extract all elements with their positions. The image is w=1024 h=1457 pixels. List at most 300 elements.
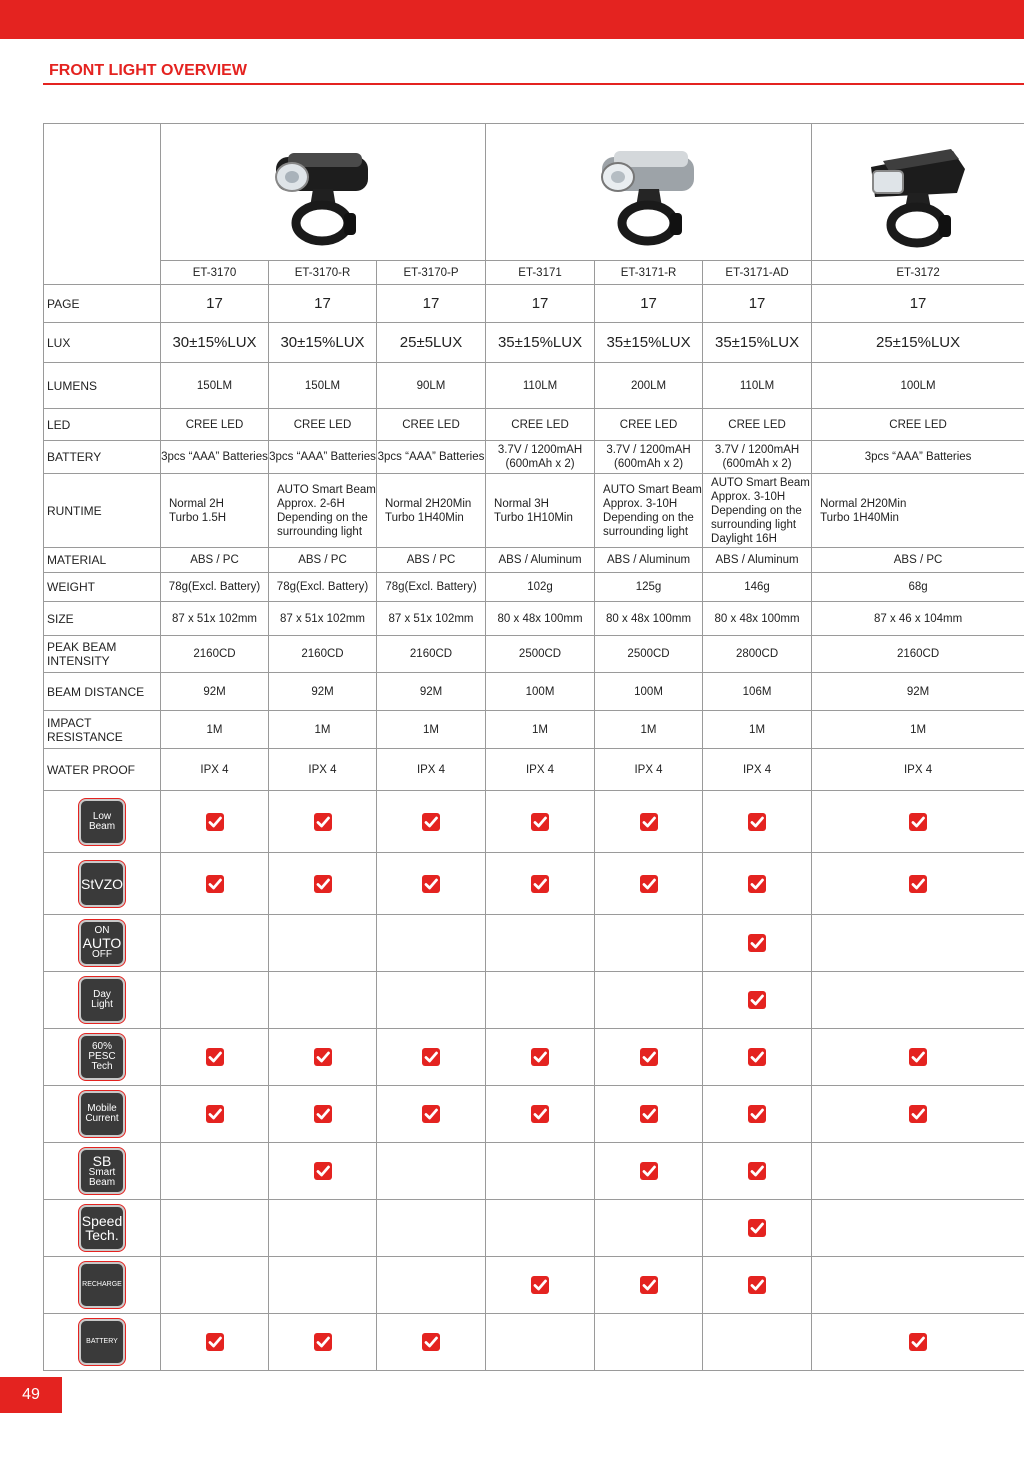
spec-value: 2160CD — [161, 636, 269, 673]
row-label: LUMENS — [44, 363, 161, 409]
feature-check-cell — [486, 1143, 595, 1200]
feature-check-cell — [377, 1143, 486, 1200]
feature-check-cell — [812, 853, 1024, 915]
product-image-et-3170-group — [161, 124, 486, 261]
feature-check-cell — [595, 1086, 703, 1143]
feature-check-cell — [595, 1143, 703, 1200]
row-label: LUX — [44, 323, 161, 363]
feature-check-cell — [269, 1029, 377, 1086]
feature-check-cell — [486, 853, 595, 915]
feature-row — [44, 791, 1024, 853]
checkmark-icon — [314, 813, 332, 831]
feature-check-cell — [161, 791, 269, 853]
model-row — [44, 261, 1024, 285]
spec-value: 2500CD — [486, 636, 595, 673]
feature-row — [44, 1257, 1024, 1314]
checkmark-icon — [531, 1105, 549, 1123]
feature-check-cell — [486, 915, 595, 972]
feature-icon-text: PESC — [88, 1051, 116, 1062]
checkmark-icon — [909, 1105, 927, 1123]
spec-value: 78g(Excl. Battery) — [269, 573, 377, 602]
feature-icon-cell — [44, 972, 161, 1029]
feature-check-cell — [269, 1200, 377, 1257]
recharge-icon — [79, 1262, 125, 1308]
checkmark-icon — [640, 875, 658, 893]
checkmark-icon — [748, 1048, 766, 1066]
spec-value: 2500CD — [595, 636, 703, 673]
spec-value: CREE LED — [161, 409, 269, 441]
feature-icon-cell — [44, 853, 161, 915]
feature-check-cell — [269, 853, 377, 915]
spec-value: 80 x 48x 100mm — [703, 602, 812, 636]
feature-check-cell — [812, 791, 1024, 853]
spec-value: IPX 4 — [161, 749, 269, 791]
feature-check-cell — [812, 1086, 1024, 1143]
spec-value: 2800CD — [703, 636, 812, 673]
feature-icon-text: RECHARGE — [82, 1281, 122, 1288]
spec-value: Normal 2H20Min Turbo 1H40Min — [812, 474, 1024, 548]
feature-check-cell — [377, 1086, 486, 1143]
spec-value: ABS / PC — [812, 548, 1024, 573]
feature-icon-text: ON — [94, 925, 110, 936]
checkmark-icon — [748, 934, 766, 952]
spec-value: 35±15%LUX — [703, 323, 812, 363]
feature-check-cell — [703, 972, 812, 1029]
spec-value: CREE LED — [703, 409, 812, 441]
feature-check-cell — [269, 791, 377, 853]
checkmark-icon — [909, 1048, 927, 1066]
spec-value: 110LM — [486, 363, 595, 409]
spec-value: 1M — [269, 711, 377, 749]
spec-value: 87 x 46 x 104mm — [812, 602, 1024, 636]
spec-value: CREE LED — [377, 409, 486, 441]
spec-value: 80 x 48x 100mm — [595, 602, 703, 636]
feature-icon-cell — [44, 1257, 161, 1314]
feature-check-cell — [595, 915, 703, 972]
spec-value: AUTO Smart Beam Approx. 3-10H Depending on the surrounding light Daylight 16H — [703, 474, 812, 548]
checkmark-icon — [206, 813, 224, 831]
feature-check-cell — [812, 915, 1024, 972]
product-image-row — [44, 124, 1024, 261]
front-light-angular-image — [853, 127, 983, 257]
spec-value: 1M — [595, 711, 703, 749]
checkmark-icon — [748, 1162, 766, 1180]
feature-check-cell — [703, 791, 812, 853]
spec-value: 68g — [812, 573, 1024, 602]
checkmark-icon — [909, 875, 927, 893]
model-cell: ET-3171-AD — [703, 261, 812, 285]
spec-value: 17 — [377, 285, 486, 323]
spec-value: Normal 2H Turbo 1.5H — [161, 474, 269, 548]
feature-check-cell — [703, 1086, 812, 1143]
spec-value: 2160CD — [377, 636, 486, 673]
feature-check-cell — [486, 972, 595, 1029]
row-battery — [44, 441, 1024, 474]
spec-value: 17 — [486, 285, 595, 323]
feature-check-cell — [377, 1200, 486, 1257]
feature-row — [44, 1086, 1024, 1143]
row-label: BATTERY — [44, 441, 161, 474]
feature-row — [44, 1029, 1024, 1086]
feature-check-cell — [812, 1143, 1024, 1200]
spec-value: 17 — [269, 285, 377, 323]
feature-check-cell — [161, 1143, 269, 1200]
spec-value: 92M — [269, 673, 377, 711]
top-red-bar — [0, 0, 1024, 39]
row-distance — [44, 673, 1024, 711]
spec-value: 87 x 51x 102mm — [377, 602, 486, 636]
row-peak — [44, 636, 1024, 673]
spec-value: 100M — [486, 673, 595, 711]
feature-check-cell — [595, 1257, 703, 1314]
spec-value: 17 — [703, 285, 812, 323]
spec-value: 1M — [161, 711, 269, 749]
feature-check-cell — [161, 972, 269, 1029]
feature-check-cell — [161, 1086, 269, 1143]
feature-check-cell — [377, 853, 486, 915]
checkmark-icon — [422, 1048, 440, 1066]
checkmark-icon — [909, 1333, 927, 1351]
checkmark-icon — [748, 1219, 766, 1237]
feature-icon-cell — [44, 1086, 161, 1143]
spec-value: 3.7V / 1200mAH (600mAh x 2) — [486, 441, 595, 474]
spec-value: 90LM — [377, 363, 486, 409]
spec-value: 1M — [377, 711, 486, 749]
feature-check-cell — [812, 1200, 1024, 1257]
feature-check-cell — [595, 853, 703, 915]
spec-value: IPX 4 — [703, 749, 812, 791]
feature-check-cell — [812, 1314, 1024, 1371]
feature-icon-cell — [44, 1200, 161, 1257]
feature-check-cell — [161, 1029, 269, 1086]
spec-value: 92M — [812, 673, 1024, 711]
feature-check-cell — [703, 1143, 812, 1200]
spec-value: ABS / Aluminum — [486, 548, 595, 573]
spec-value: IPX 4 — [377, 749, 486, 791]
feature-check-cell — [486, 1314, 595, 1371]
feature-check-cell — [595, 1200, 703, 1257]
feature-icon-cell — [44, 1314, 161, 1371]
feature-icon-text: AUTO — [82, 935, 122, 951]
feature-icon-text: Light — [91, 999, 113, 1010]
spec-value: 3pcs “AAA” Batteries — [377, 441, 486, 474]
spec-value: ABS / Aluminum — [703, 548, 812, 573]
feature-check-cell — [486, 1029, 595, 1086]
day-light-icon — [79, 977, 125, 1023]
model-cell: ET-3171-R — [595, 261, 703, 285]
feature-check-cell — [377, 972, 486, 1029]
feature-check-cell — [812, 1257, 1024, 1314]
row-lumens — [44, 363, 1024, 409]
checkmark-icon — [531, 1048, 549, 1066]
stvzo-icon — [79, 861, 125, 907]
feature-icon-text: Mobile — [87, 1103, 117, 1114]
model-cell: ET-3170-P — [377, 261, 486, 285]
checkmark-icon — [640, 1162, 658, 1180]
spec-value: 92M — [377, 673, 486, 711]
feature-check-cell — [703, 1257, 812, 1314]
checkmark-icon — [909, 813, 927, 831]
on-auto-off-icon — [79, 920, 125, 966]
feature-check-cell — [377, 1257, 486, 1314]
checkmark-icon — [422, 1105, 440, 1123]
spec-value: 100LM — [812, 363, 1024, 409]
row-label: IMPACT RESISTANCE — [44, 711, 161, 749]
row-label: PEAK BEAM INTENSITY — [44, 636, 161, 673]
spec-value: 30±15%LUX — [269, 323, 377, 363]
spec-value: 1M — [486, 711, 595, 749]
feature-check-cell — [269, 972, 377, 1029]
feature-check-cell — [812, 972, 1024, 1029]
feature-row — [44, 1143, 1024, 1200]
page-number: 49 — [0, 1377, 62, 1413]
row-label: BEAM DISTANCE — [44, 673, 161, 711]
checkmark-icon — [314, 1105, 332, 1123]
feature-check-cell — [377, 915, 486, 972]
checkmark-icon — [314, 1048, 332, 1066]
feature-check-cell — [269, 915, 377, 972]
product-image-et-3171-group — [486, 124, 812, 261]
spec-value: 1M — [703, 711, 812, 749]
feature-icon-text: Tech. — [85, 1227, 119, 1243]
checkmark-icon — [422, 875, 440, 893]
spec-value: 110LM — [703, 363, 812, 409]
feature-check-cell — [269, 1143, 377, 1200]
checkmark-icon — [531, 1276, 549, 1294]
spec-value: IPX 4 — [269, 749, 377, 791]
spec-value: 1M — [812, 711, 1024, 749]
checkmark-icon — [422, 813, 440, 831]
spec-value: 146g — [703, 573, 812, 602]
spec-value: 2160CD — [812, 636, 1024, 673]
row-label: WEIGHT — [44, 573, 161, 602]
smart-beam-icon — [79, 1148, 125, 1194]
feature-row — [44, 972, 1024, 1029]
row-water — [44, 749, 1024, 791]
spec-value: 35±15%LUX — [595, 323, 703, 363]
spec-value: 78g(Excl. Battery) — [377, 573, 486, 602]
feature-check-cell — [812, 1029, 1024, 1086]
checkmark-icon — [640, 1276, 658, 1294]
feature-check-cell — [161, 1257, 269, 1314]
spec-value: 80 x 48x 100mm — [486, 602, 595, 636]
feature-icon-cell — [44, 1143, 161, 1200]
checkmark-icon — [748, 1276, 766, 1294]
checkmark-icon — [206, 875, 224, 893]
feature-icon-text: Tech — [91, 1061, 113, 1072]
spec-value: 3.7V / 1200mAH (600mAh x 2) — [595, 441, 703, 474]
feature-check-cell — [161, 915, 269, 972]
checkmark-icon — [640, 813, 658, 831]
checkmark-icon — [640, 1105, 658, 1123]
spec-value: CREE LED — [269, 409, 377, 441]
spec-value: 35±15%LUX — [486, 323, 595, 363]
low-beam-icon — [79, 799, 125, 845]
row-label: LED — [44, 409, 161, 441]
feature-check-cell — [595, 1314, 703, 1371]
feature-icon-cell — [44, 915, 161, 972]
feature-check-cell — [486, 1257, 595, 1314]
feature-icon-text: Day — [93, 989, 111, 1000]
row-label: PAGE — [44, 285, 161, 323]
spec-value: 150LM — [161, 363, 269, 409]
spec-value: 3pcs “AAA” Batteries — [812, 441, 1024, 474]
feature-check-cell — [377, 791, 486, 853]
feature-icon-text: StVZO — [81, 875, 124, 892]
spec-value: 92M — [161, 673, 269, 711]
checkmark-icon — [314, 1162, 332, 1180]
checkmark-icon — [206, 1333, 224, 1351]
spec-value: 25±5LUX — [377, 323, 486, 363]
model-cell: ET-3171 — [486, 261, 595, 285]
spec-value: IPX 4 — [595, 749, 703, 791]
feature-row — [44, 1200, 1024, 1257]
feature-check-cell — [486, 1086, 595, 1143]
corner-cell — [44, 124, 161, 285]
feature-check-cell — [703, 1314, 812, 1371]
row-label: RUNTIME — [44, 474, 161, 548]
model-cell: ET-3170-R — [269, 261, 377, 285]
checkmark-icon — [206, 1105, 224, 1123]
spec-value: 102g — [486, 573, 595, 602]
checkmark-icon — [640, 1048, 658, 1066]
feature-check-cell — [161, 1314, 269, 1371]
spec-value: 17 — [595, 285, 703, 323]
spec-value: 17 — [812, 285, 1024, 323]
checkmark-icon — [314, 1333, 332, 1351]
feature-check-cell — [486, 791, 595, 853]
row-label: SIZE — [44, 602, 161, 636]
spec-value: 78g(Excl. Battery) — [161, 573, 269, 602]
feature-check-cell — [703, 915, 812, 972]
spec-value: 3pcs “AAA” Batteries — [161, 441, 269, 474]
checkmark-icon — [748, 875, 766, 893]
feature-check-cell — [595, 972, 703, 1029]
spec-value: ABS / PC — [269, 548, 377, 573]
row-impact — [44, 711, 1024, 749]
feature-icon-text: 60% — [91, 1041, 112, 1052]
row-runtime — [44, 474, 1024, 548]
spec-value: 30±15%LUX — [161, 323, 269, 363]
spec-value: 87 x 51x 102mm — [269, 602, 377, 636]
page-title: FRONT LIGHT OVERVIEW — [49, 62, 247, 79]
feature-icon-text: Current — [85, 1113, 119, 1124]
front-light-black-image — [258, 127, 388, 257]
spec-value: 106M — [703, 673, 812, 711]
spec-table-wrapper — [43, 123, 1024, 1371]
speed-tech-icon — [79, 1205, 125, 1251]
model-cell: ET-3172 — [812, 261, 1024, 285]
spec-value: 25±15%LUX — [812, 323, 1024, 363]
checkmark-icon — [422, 1333, 440, 1351]
spec-value: 100M — [595, 673, 703, 711]
row-material — [44, 548, 1024, 573]
feature-icon-text: Beam — [88, 820, 116, 832]
title-underline — [43, 83, 1024, 85]
feature-icon-cell — [44, 791, 161, 853]
checkmark-icon — [748, 991, 766, 1009]
feature-row — [44, 853, 1024, 915]
front-light-spec-table — [43, 123, 1024, 1371]
feature-check-cell — [703, 1200, 812, 1257]
spec-value: 17 — [161, 285, 269, 323]
row-size — [44, 602, 1024, 636]
spec-value: 3.7V / 1200mAH (600mAh x 2) — [703, 441, 812, 474]
feature-check-cell — [269, 1314, 377, 1371]
feature-icon-text: Smart — [88, 1167, 116, 1178]
checkmark-icon — [206, 1048, 224, 1066]
feature-row — [44, 915, 1024, 972]
pesc-tech-icon — [79, 1034, 125, 1080]
spec-value: ABS / PC — [161, 548, 269, 573]
spec-value: AUTO Smart Beam Approx. 3-10H Depending on the surrounding light — [595, 474, 703, 548]
checkmark-icon — [531, 813, 549, 831]
row-label: WATER PROOF — [44, 749, 161, 791]
row-page — [44, 285, 1024, 323]
spec-value: CREE LED — [595, 409, 703, 441]
spec-value: CREE LED — [812, 409, 1024, 441]
feature-check-cell — [486, 1200, 595, 1257]
row-led — [44, 409, 1024, 441]
feature-check-cell — [377, 1029, 486, 1086]
spec-value: 125g — [595, 573, 703, 602]
feature-icon-text: Low — [92, 810, 112, 822]
row-label: MATERIAL — [44, 548, 161, 573]
feature-check-cell — [269, 1257, 377, 1314]
row-weight — [44, 573, 1024, 602]
spec-value: IPX 4 — [812, 749, 1024, 791]
feature-check-cell — [703, 1029, 812, 1086]
spec-value: 87 x 51x 102mm — [161, 602, 269, 636]
feature-icon-text: Speed — [81, 1213, 123, 1229]
spec-value: 3pcs “AAA” Batteries — [269, 441, 377, 474]
spec-value: ABS / Aluminum — [595, 548, 703, 573]
feature-icon-text: BATTERY — [86, 1338, 118, 1345]
spec-value: 200LM — [595, 363, 703, 409]
spec-value: Normal 2H20Min Turbo 1H40Min — [377, 474, 486, 548]
spec-value: ABS / PC — [377, 548, 486, 573]
feature-check-cell — [377, 1314, 486, 1371]
feature-row — [44, 1314, 1024, 1371]
checkmark-icon — [748, 1105, 766, 1123]
battery-icon — [79, 1319, 125, 1365]
product-image-et-3172 — [812, 124, 1024, 261]
spec-value: Normal 3H Turbo 1H10Min — [486, 474, 595, 548]
feature-icon-cell — [44, 1029, 161, 1086]
feature-check-cell — [703, 853, 812, 915]
feature-icon-text: OFF — [92, 949, 112, 960]
feature-icon-text: SB — [92, 1153, 112, 1169]
model-cell: ET-3170 — [161, 261, 269, 285]
front-light-silver-image — [584, 127, 714, 257]
spec-value: CREE LED — [486, 409, 595, 441]
feature-check-cell — [161, 853, 269, 915]
row-lux — [44, 323, 1024, 363]
feature-check-cell — [269, 1086, 377, 1143]
mobile-current-icon — [79, 1091, 125, 1137]
checkmark-icon — [314, 875, 332, 893]
spec-value: AUTO Smart Beam Approx. 2-6H Depending on the surrounding light — [269, 474, 377, 548]
feature-check-cell — [161, 1200, 269, 1257]
feature-check-cell — [595, 1029, 703, 1086]
feature-icon-text: Beam — [88, 1177, 116, 1188]
spec-value: IPX 4 — [486, 749, 595, 791]
spec-value: 150LM — [269, 363, 377, 409]
checkmark-icon — [748, 813, 766, 831]
spec-value: 2160CD — [269, 636, 377, 673]
checkmark-icon — [531, 875, 549, 893]
feature-check-cell — [595, 791, 703, 853]
